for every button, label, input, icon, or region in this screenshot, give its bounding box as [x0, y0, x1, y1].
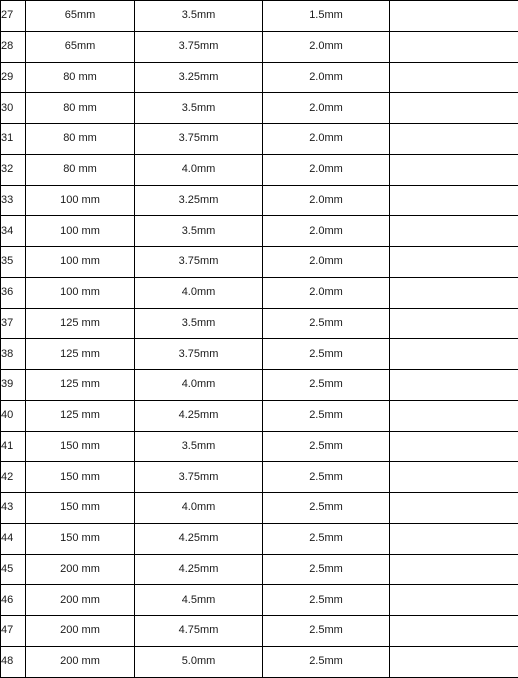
table-row: [1, 616, 518, 647]
gap-cell: 2.0mm: [263, 31, 390, 62]
table-row: [1, 308, 518, 339]
size-cell: 80 mm: [26, 124, 135, 155]
gap-cell: 2.5mm: [263, 493, 390, 524]
blank-cell: [390, 62, 518, 93]
row-number-cell: 45: [1, 554, 26, 585]
row-number-cell: 28: [1, 31, 26, 62]
size-cell: 65mm: [26, 31, 135, 62]
blank-cell: [390, 124, 518, 155]
row-number-cell: 37: [1, 308, 26, 339]
table-row: [1, 62, 518, 93]
table-row: [1, 370, 518, 401]
size-cell: 80 mm: [26, 62, 135, 93]
table-row: [1, 247, 518, 278]
thickness-cell: 3.75mm: [135, 462, 263, 493]
table-row: [1, 523, 518, 554]
size-cell: 150 mm: [26, 431, 135, 462]
gap-cell: 2.5mm: [263, 370, 390, 401]
row-number-cell: 40: [1, 400, 26, 431]
blank-cell: [390, 185, 518, 216]
gap-cell: 2.5mm: [263, 554, 390, 585]
row-number-cell: 43: [1, 493, 26, 524]
table-row: [1, 554, 518, 585]
size-cell: 100 mm: [26, 216, 135, 247]
gap-cell: 2.0mm: [263, 62, 390, 93]
thickness-cell: 4.5mm: [135, 585, 263, 616]
blank-cell: [390, 400, 518, 431]
row-number-cell: 44: [1, 523, 26, 554]
row-number-cell: 29: [1, 62, 26, 93]
size-cell: 100 mm: [26, 277, 135, 308]
table-row: [1, 185, 518, 216]
thickness-cell: 3.75mm: [135, 124, 263, 155]
row-number-cell: 46: [1, 585, 26, 616]
row-number-cell: 33: [1, 185, 26, 216]
blank-cell: [390, 554, 518, 585]
row-number-cell: 39: [1, 370, 26, 401]
table-row: [1, 585, 518, 616]
row-number-cell: 36: [1, 277, 26, 308]
table-row: [1, 31, 518, 62]
blank-cell: [390, 247, 518, 278]
blank-cell: [390, 216, 518, 247]
row-number-cell: 41: [1, 431, 26, 462]
gap-cell: 1.5mm: [263, 1, 390, 32]
row-number-cell: 47: [1, 616, 26, 647]
spec-table-body: [1, 1, 518, 678]
thickness-cell: 3.5mm: [135, 431, 263, 462]
table-row: [1, 124, 518, 155]
row-number-cell: 42: [1, 462, 26, 493]
gap-cell: 2.0mm: [263, 93, 390, 124]
blank-cell: [390, 154, 518, 185]
row-number-cell: 27: [1, 1, 26, 32]
gap-cell: 2.0mm: [263, 185, 390, 216]
row-number-cell: 35: [1, 247, 26, 278]
table-row: [1, 646, 518, 677]
gap-cell: 2.5mm: [263, 308, 390, 339]
blank-cell: [390, 370, 518, 401]
thickness-cell: 3.75mm: [135, 31, 263, 62]
gap-cell: 2.5mm: [263, 462, 390, 493]
table-row: [1, 493, 518, 524]
size-cell: 200 mm: [26, 646, 135, 677]
blank-cell: [390, 308, 518, 339]
thickness-cell: 3.5mm: [135, 308, 263, 339]
gap-cell: 2.0mm: [263, 247, 390, 278]
blank-cell: [390, 277, 518, 308]
gap-cell: 2.5mm: [263, 339, 390, 370]
row-number-cell: 48: [1, 646, 26, 677]
size-cell: 80 mm: [26, 93, 135, 124]
row-number-cell: 32: [1, 154, 26, 185]
thickness-cell: 5.0mm: [135, 646, 263, 677]
thickness-cell: 4.75mm: [135, 616, 263, 647]
thickness-cell: 4.25mm: [135, 523, 263, 554]
thickness-cell: 3.25mm: [135, 62, 263, 93]
table-row: [1, 462, 518, 493]
size-cell: 150 mm: [26, 493, 135, 524]
blank-cell: [390, 431, 518, 462]
size-cell: 200 mm: [26, 554, 135, 585]
blank-cell: [390, 462, 518, 493]
thickness-cell: 3.5mm: [135, 1, 263, 32]
thickness-cell: 4.0mm: [135, 370, 263, 401]
thickness-cell: 3.75mm: [135, 339, 263, 370]
gap-cell: 2.0mm: [263, 124, 390, 155]
row-number-cell: 34: [1, 216, 26, 247]
table-row: [1, 431, 518, 462]
thickness-cell: 4.0mm: [135, 493, 263, 524]
gap-cell: 2.0mm: [263, 154, 390, 185]
size-cell: 100 mm: [26, 247, 135, 278]
table-row: [1, 1, 518, 32]
blank-cell: [390, 93, 518, 124]
blank-cell: [390, 585, 518, 616]
blank-cell: [390, 493, 518, 524]
gap-cell: 2.0mm: [263, 277, 390, 308]
size-cell: 150 mm: [26, 462, 135, 493]
row-number-cell: 30: [1, 93, 26, 124]
thickness-cell: 4.25mm: [135, 400, 263, 431]
blank-cell: [390, 646, 518, 677]
size-cell: 200 mm: [26, 585, 135, 616]
thickness-cell: 3.5mm: [135, 216, 263, 247]
gap-cell: 2.5mm: [263, 431, 390, 462]
gap-cell: 2.5mm: [263, 616, 390, 647]
thickness-cell: 3.75mm: [135, 247, 263, 278]
thickness-cell: 3.25mm: [135, 185, 263, 216]
size-cell: 80 mm: [26, 154, 135, 185]
size-cell: 125 mm: [26, 308, 135, 339]
blank-cell: [390, 339, 518, 370]
table-row: [1, 154, 518, 185]
table-row: [1, 339, 518, 370]
blank-cell: [390, 31, 518, 62]
blank-cell: [390, 616, 518, 647]
size-cell: 150 mm: [26, 523, 135, 554]
size-cell: 200 mm: [26, 616, 135, 647]
size-cell: 125 mm: [26, 370, 135, 401]
gap-cell: 2.5mm: [263, 400, 390, 431]
table-row: [1, 277, 518, 308]
size-cell: 65mm: [26, 1, 135, 32]
gap-cell: 2.5mm: [263, 585, 390, 616]
blank-cell: [390, 1, 518, 32]
gap-cell: 2.5mm: [263, 646, 390, 677]
thickness-cell: 4.25mm: [135, 554, 263, 585]
row-number-cell: 38: [1, 339, 26, 370]
gap-cell: 2.0mm: [263, 216, 390, 247]
row-number-cell: 31: [1, 124, 26, 155]
blank-cell: [390, 523, 518, 554]
gap-cell: 2.5mm: [263, 523, 390, 554]
table-row: [1, 216, 518, 247]
thickness-cell: 4.0mm: [135, 277, 263, 308]
size-cell: 125 mm: [26, 339, 135, 370]
thickness-cell: 3.5mm: [135, 93, 263, 124]
thickness-cell: 4.0mm: [135, 154, 263, 185]
table-row: [1, 93, 518, 124]
size-cell: 100 mm: [26, 185, 135, 216]
table-row: [1, 400, 518, 431]
size-cell: 125 mm: [26, 400, 135, 431]
